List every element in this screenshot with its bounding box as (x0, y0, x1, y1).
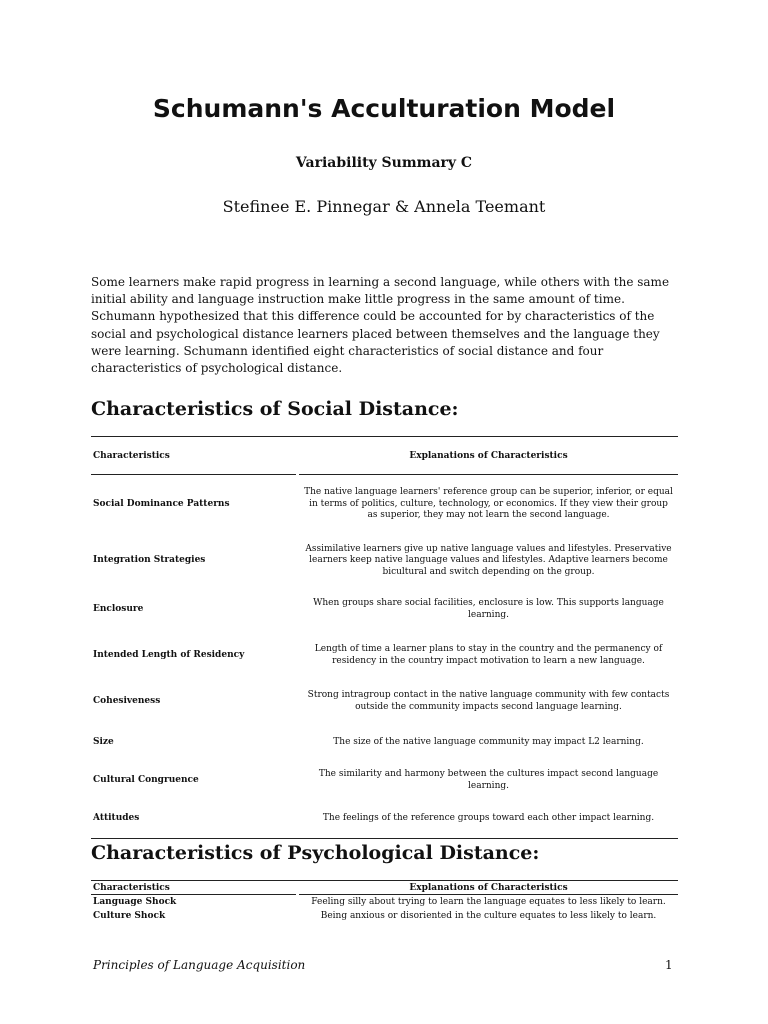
characteristic-explanation: When groups share social facilities, enclosure is low. This supports language learning. (313, 598, 664, 620)
table-row (91, 475, 678, 534)
table-row (91, 762, 678, 800)
intro-paragraph: Some learners make rapid progress in learning a second language, while others with the same initial ability and language instruction make little progress in the same amount of time. Schumann hypothesized that this difference could be accounted for by characteristics of the social and psychological distance learners placed between themselves and the language they were learning. Schumann identified eight characteristics of social distance and four characteristics of psychological distance. (91, 275, 670, 376)
table-row (91, 724, 678, 762)
column-header-characteristics: Characteristics (91, 881, 296, 895)
characteristic-explanation: The size of the native language community may impact L2 learning. (333, 737, 644, 748)
characteristic-explanation: Being anxious or disoriented in the culture equates to less likely to learn. (320, 911, 657, 921)
characteristic-name: Attitudes (93, 813, 140, 824)
social-distance-heading: Characteristics of Social Distance: (91, 398, 459, 420)
characteristic-explanation: The feelings of the reference groups toward each other impact learning. (322, 813, 655, 824)
table-header-row (91, 437, 678, 475)
characteristic-name: Culture Shock (93, 911, 166, 921)
column-header-characteristics: Characteristics (91, 437, 296, 475)
characteristic-name: Intended Length of Residency (93, 650, 245, 661)
characteristic-name: Cultural Congruence (93, 775, 199, 786)
characteristic-explanation: Feeling silly about trying to learn the language equates to less likely to learn. (311, 897, 666, 907)
table-row (91, 895, 678, 909)
document-authors: Stefinee E. Pinnegar & Annela Teemant (222, 197, 546, 216)
characteristic-explanation: The native language learners' reference group can be superior, inferior, or equal in terms of politics, culture, technology, or economics. If they view their group as superior, they may not learn the second language. (304, 487, 673, 521)
characteristic-explanation: The similarity and harmony between the cultures impact second language learning. (318, 769, 659, 791)
psychological-distance-heading: Characteristics of Psychological Distance: (91, 842, 540, 864)
characteristic-name: Enclosure (93, 604, 144, 615)
footer-page-number: 1 (665, 958, 673, 972)
table-header-row (91, 881, 678, 895)
table-row (91, 588, 678, 632)
table-row (91, 909, 678, 923)
table-row (91, 800, 678, 838)
document-subtitle: Variability Summary C (295, 155, 473, 171)
characteristic-name: Social Dominance Patterns (93, 498, 230, 509)
characteristic-explanation: Length of time a learner plans to stay in the country and the permanency of residency in the country impact motivation to learn a new language. (314, 644, 663, 666)
characteristic-name: Size (93, 737, 114, 748)
social-distance-table (91, 436, 678, 839)
table-row (91, 632, 678, 680)
document-title: Schumann's Acculturation Model (152, 94, 616, 123)
characteristic-name: Integration Strategies (93, 555, 206, 566)
column-header-explanations: Explanations of Characteristics (299, 881, 678, 895)
characteristic-name: Cohesiveness (93, 696, 161, 707)
characteristic-name: Language Shock (93, 897, 177, 907)
column-header-explanations: Explanations of Characteristics (299, 437, 678, 475)
characteristic-explanation: Assimilative learners give up native language values and lifestyles. Preservative learners keep native language values and lifestyles. Adaptive learners become bicultural and switch depending on the group. (305, 543, 672, 577)
psychological-distance-table (91, 880, 678, 923)
characteristic-explanation: Strong intragroup contact in the native language community with few contacts outside the community impacts second language learning. (307, 690, 670, 712)
table-row (91, 534, 678, 588)
footer-book-title: Principles of Language Acquisition (93, 958, 306, 972)
table-row (91, 680, 678, 724)
